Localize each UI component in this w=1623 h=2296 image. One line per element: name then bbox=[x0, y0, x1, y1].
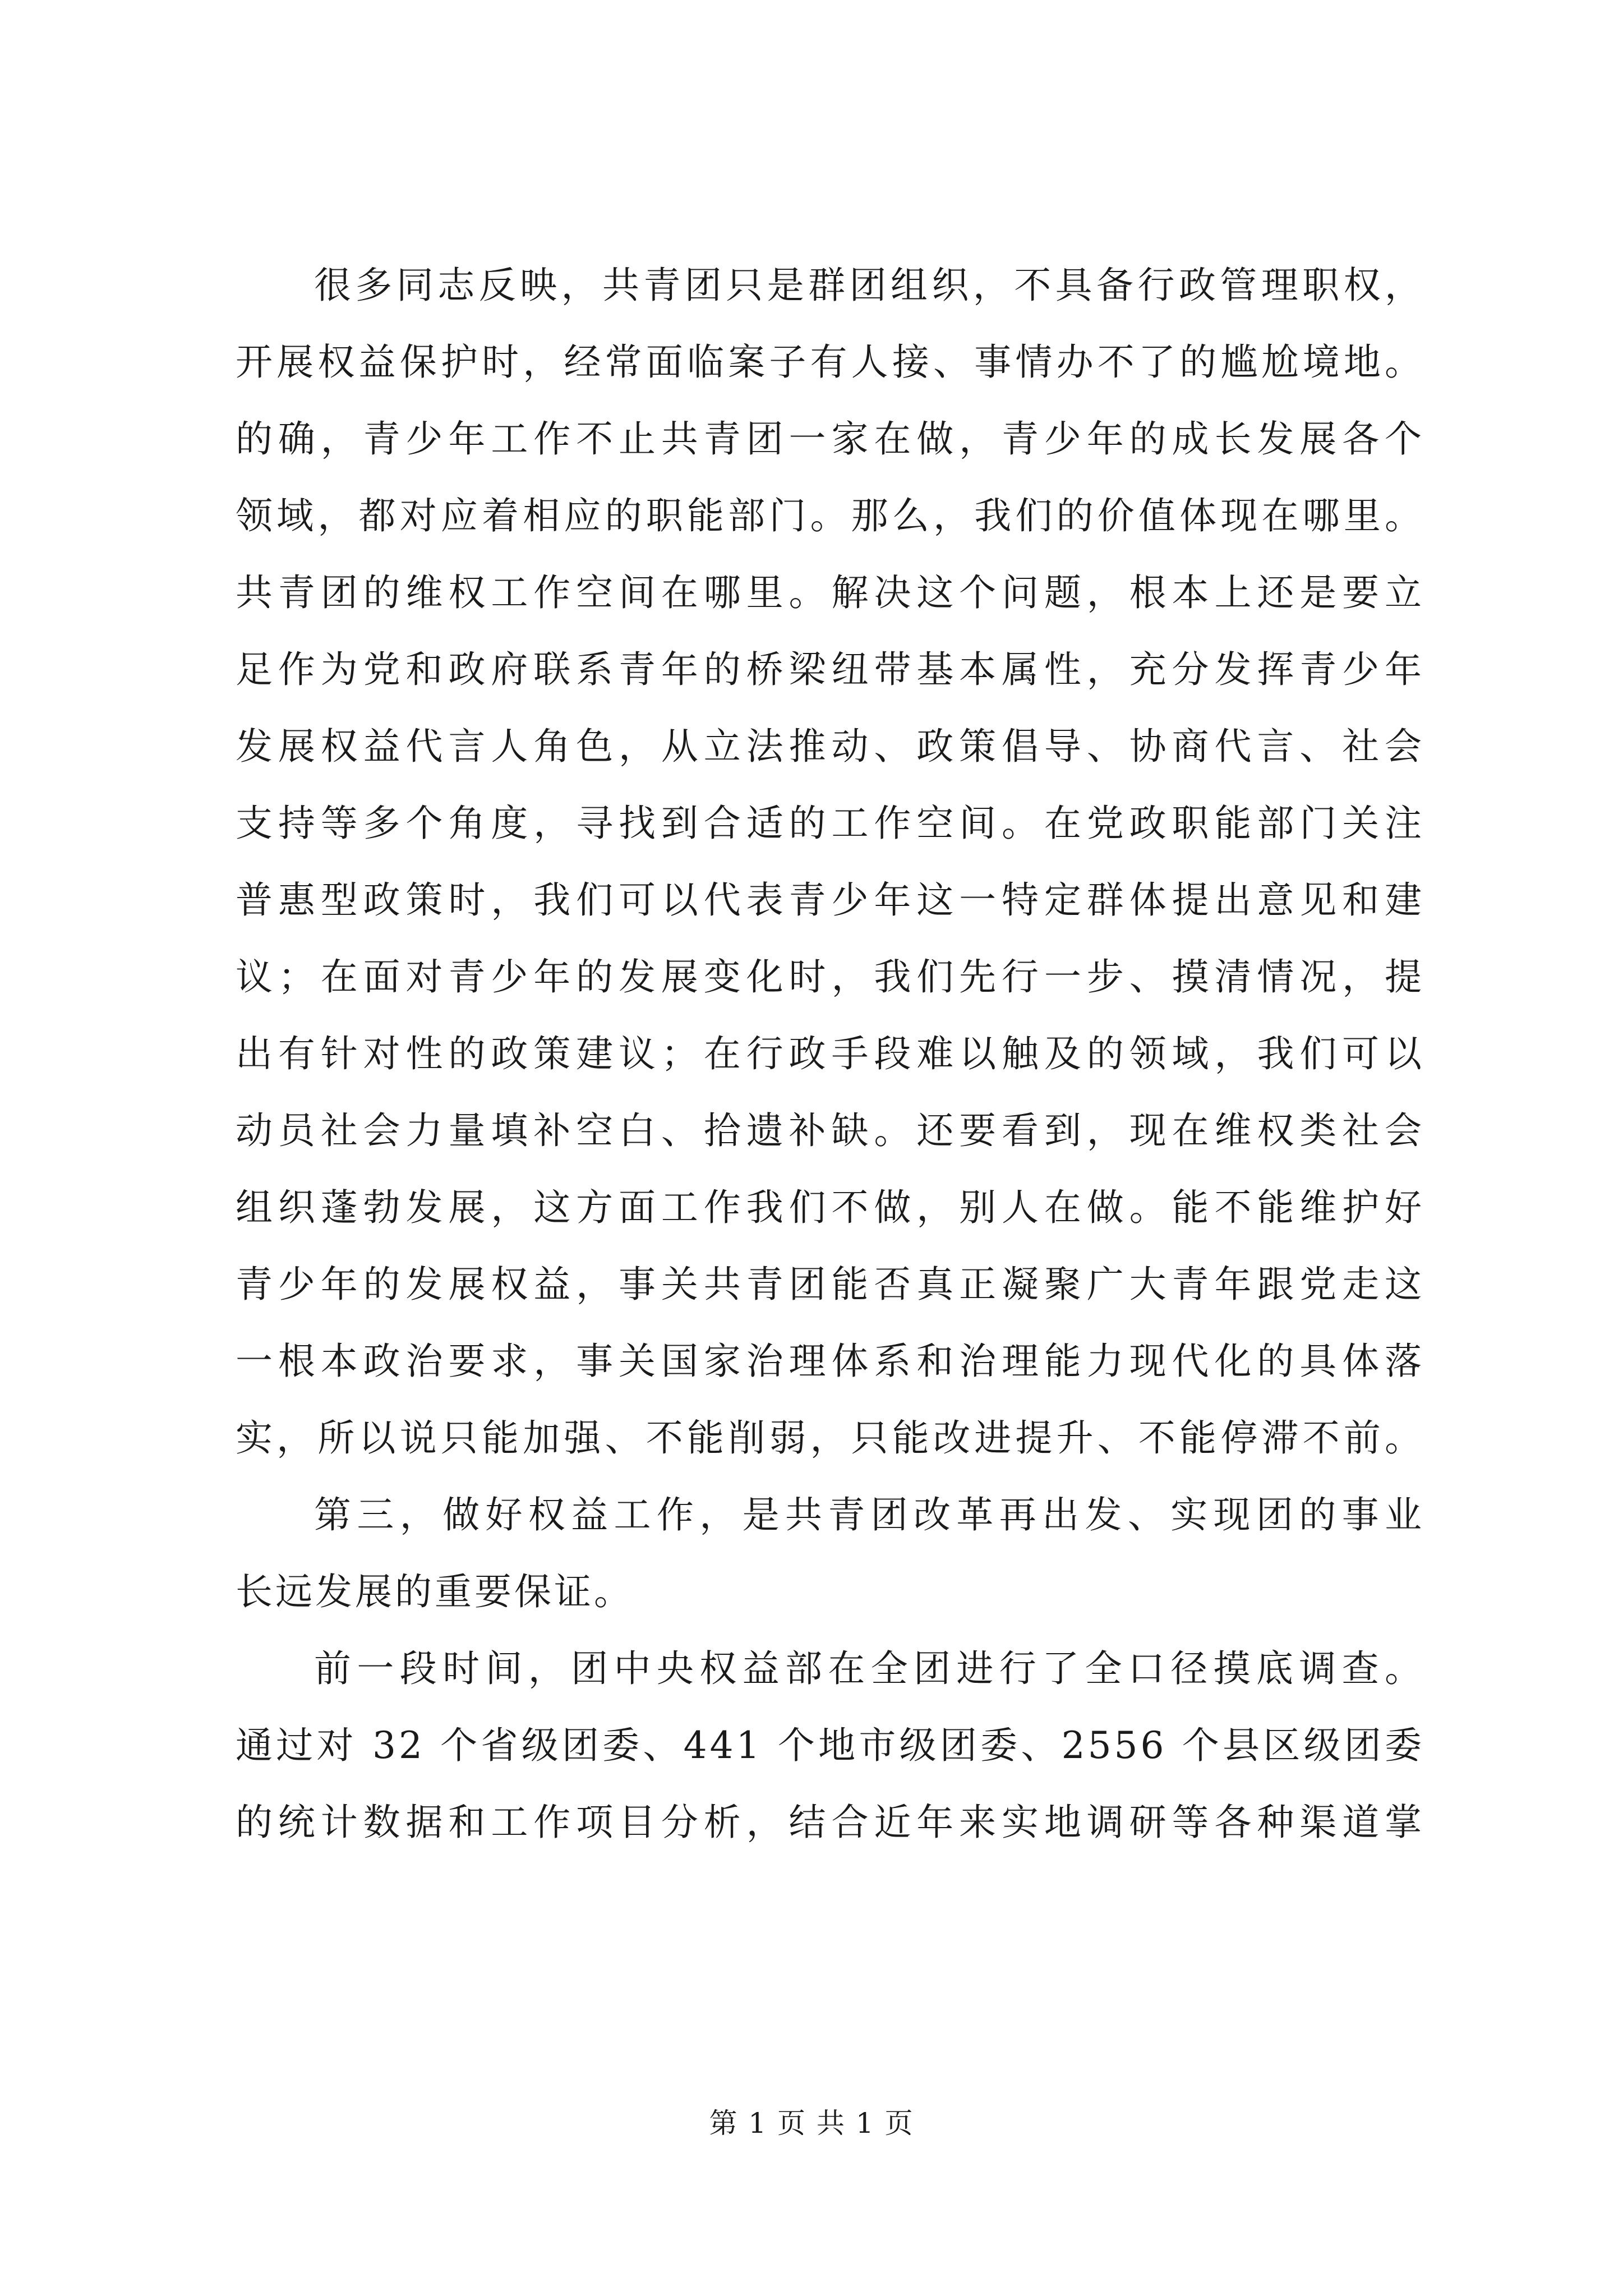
text-line: 青少年的发展权益，事关共青团能否真正凝聚广大青年跟党走这 bbox=[236, 1263, 1424, 1306]
text-line: 的统计数据和工作项目分析，结合近年来实地调研等各种渠道掌 bbox=[236, 1801, 1424, 1844]
text-line: 领域，都对应着相应的职能部门。那么，我们的价值体现在哪里。 bbox=[236, 494, 1424, 537]
text-line: 开展权益保护时，经常面临案子有人接、事情办不了的尴尬境地。 bbox=[236, 341, 1424, 384]
text-line: 的确，青少年工作不止共青团一家在做，青少年的成长发展各个 bbox=[236, 417, 1424, 461]
text-line: 实，所以说只能加强、不能削弱，只能改进提升、不能停滞不前。 bbox=[236, 1416, 1424, 1460]
text-line: 议；在面对青少年的发展变化时，我们先行一步、摸清情况，提 bbox=[236, 955, 1424, 999]
text-line: 发展权益代言人角色，从立法推动、政策倡导、协商代言、社会 bbox=[236, 725, 1424, 768]
page-footer bbox=[0, 2106, 1623, 2140]
page-number-label: 第 1 页 共 1 页 bbox=[709, 2107, 914, 2139]
text-line: 出有针对性的政策建议；在行政手段难以触及的领域，我们可以 bbox=[236, 1032, 1424, 1075]
text-line: 动员社会力量填补空白、拾遗补缺。还要看到，现在维权类社会 bbox=[236, 1109, 1424, 1152]
text-line: 组织蓬勃发展，这方面工作我们不做，别人在做。能不能维护好 bbox=[236, 1186, 1424, 1229]
text-line: 通过对 32 个省级团委、441 个地市级团委、2556 个县区级团委 bbox=[236, 1724, 1424, 1767]
text-line: 长远发展的重要保证。 bbox=[236, 1570, 634, 1613]
text-line: 共青团的维权工作空间在哪里。解决这个问题，根本上还是要立 bbox=[236, 571, 1424, 614]
text-line: 一根本政治要求，事关国家治理体系和治理能力现代化的具体落 bbox=[236, 1340, 1424, 1383]
text-line: 第三，做好权益工作，是共青团改革再出发、实现团的事业 bbox=[314, 1493, 1424, 1536]
text-line: 前一段时间，团中央权益部在全团进行了全口径摸底调查。 bbox=[314, 1647, 1424, 1690]
text-line: 支持等多个角度，寻找到合适的工作空间。在党政职能部门关注 bbox=[236, 802, 1424, 845]
text-line: 很多同志反映，共青团只是群团组织，不具备行政管理职权， bbox=[314, 264, 1424, 307]
body-text bbox=[236, 247, 1424, 1861]
text-line: 普惠型政策时，我们可以代表青少年这一特定群体提出意见和建 bbox=[236, 878, 1424, 922]
text-line: 足作为党和政府联系青年的桥梁纽带基本属性，充分发挥青少年 bbox=[236, 648, 1424, 691]
